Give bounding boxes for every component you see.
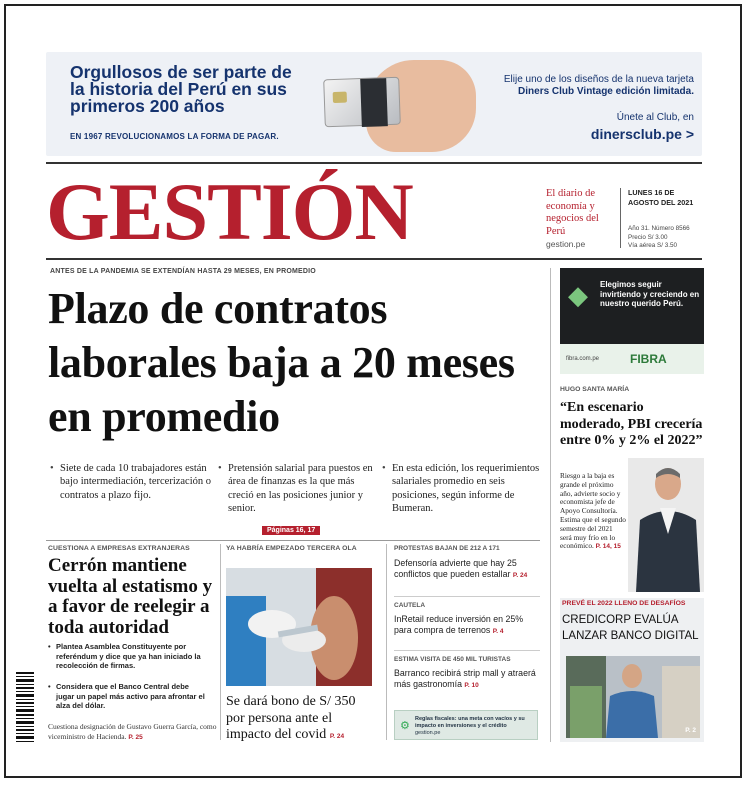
brief-kicker: PROTESTAS BAJAN DE 212 A 171 bbox=[394, 545, 500, 552]
col2-kicker: YA HABRÍA EMPEZADO TERCERA OLA bbox=[226, 545, 357, 552]
divider bbox=[550, 268, 551, 742]
main-bullet: • Pretensión salarial para puestos en área de finanzas es la que más creció en las posiciones junior y senior. bbox=[218, 462, 378, 515]
interview-quote[interactable]: “En escenario moderado, PBI crecería entre 0% y 2% el 2022” bbox=[560, 400, 703, 448]
credit-card-image bbox=[323, 77, 401, 128]
divider bbox=[46, 162, 702, 164]
divider bbox=[394, 596, 540, 597]
fibra-ad[interactable] bbox=[560, 268, 704, 374]
gestion-logo: GESTIÓN bbox=[46, 166, 413, 257]
credicorp-photo bbox=[566, 656, 700, 738]
brief-kicker: ESTIMA VISITA DE 450 MIL TURISTAS bbox=[394, 656, 511, 663]
fibra-url: fibra.com.pe bbox=[566, 356, 600, 362]
credicorp-page: P. 2 bbox=[685, 727, 696, 734]
tagline: El diario de economía y negocios del Perú gestion.pe bbox=[546, 188, 599, 249]
issue-date: LUNES 16 DE AGOSTO DEL 2021 bbox=[628, 188, 694, 207]
divider bbox=[386, 544, 387, 740]
divider bbox=[46, 258, 702, 260]
divider bbox=[620, 188, 621, 248]
ad-link[interactable]: dinersclub.pe > bbox=[590, 126, 694, 142]
main-bullet: • En esta edición, los requerimientos salariales promedio en seis posiciones, según informe de Bumeran. bbox=[382, 462, 542, 515]
site-url: gestion.pe bbox=[546, 239, 586, 249]
ad-headline: Orgullosos de ser parte de la historia del Perú en sus primeros 200 años bbox=[70, 62, 292, 116]
vaccine-photo bbox=[226, 568, 372, 686]
fibra-brand: FIBRA bbox=[630, 352, 667, 366]
ad-subline: EN 1967 REVOLUCIONAMOS LA FORMA DE PAGAR. bbox=[70, 132, 279, 141]
credicorp-box[interactable] bbox=[560, 598, 704, 742]
divider bbox=[394, 650, 540, 651]
interview-body: Riesgo a la baja es grande el próximo año, advierte socio y economista jefe de Apoyo Consultoría. Estima que el segundo semestre del 2021 será muy frío en lo económico. P. 14, 15 bbox=[560, 471, 626, 551]
issue-meta: Año 31. Número 8566 Precio S/ 3.00 Vía aérea S/ 3.50 bbox=[628, 225, 690, 250]
main-bullet: • Siete de cada 10 trabajadores están bajo intermediación, tercerización o contratos a plazo fijo. bbox=[50, 462, 214, 502]
col1-caption: Cuestiona designación de Gustavo Guerra García, como viceministro de Hacienda. P. 25 bbox=[48, 722, 217, 741]
ad-join-text: Únete al Club, en bbox=[616, 112, 694, 123]
diners-club-ad[interactable] bbox=[46, 52, 702, 156]
fiscal-rules-promo[interactable]: ⚙ Reglas fiscales: una meta con vacíos y su impacto en inversiones y el crédito gestion.pe bbox=[394, 710, 538, 740]
economist-photo bbox=[628, 458, 704, 592]
barcode bbox=[14, 670, 40, 744]
brief-item[interactable]: Barranco recibirá strip mall y atraerá más gastronomía P. 10 bbox=[394, 668, 536, 689]
peru-map-icon: ◆ bbox=[568, 280, 588, 310]
newspaper-front-page bbox=[4, 4, 742, 778]
credicorp-headline: CREDICORP EVALÚA LANZAR BANCO DIGITAL bbox=[562, 614, 699, 642]
col1-bullet: • Plantea Asamblea Constituyente por referéndum y dice que ya han iniciado la recolección de firmas. bbox=[48, 642, 208, 671]
col1-bullet: • Considera que el Banco Central debe jugar un papel más activo para afrontar el alza del dólar. bbox=[48, 682, 208, 711]
main-headline[interactable]: Plazo de contratos laborales baja a 20 meses en promedio bbox=[48, 284, 515, 441]
interview-kicker: HUGO SANTA MARÍA bbox=[560, 386, 630, 393]
col2-headline[interactable]: Se dará bono de S/ 350 por persona ante el impacto del covid P. 24 bbox=[226, 694, 356, 742]
brief-kicker: CAUTELA bbox=[394, 602, 426, 609]
brief-item[interactable]: InRetail reduce inversión en 25% para compra de terrenos P. 4 bbox=[394, 614, 524, 635]
pages-badge: Páginas 16, 17 bbox=[262, 526, 320, 535]
credicorp-kicker: PREVÉ EL 2022 LLENO DE DESAFÍOS bbox=[562, 600, 686, 607]
divider bbox=[46, 540, 540, 541]
gear-icon: ⚙ bbox=[400, 720, 410, 732]
divider bbox=[220, 544, 221, 740]
col1-kicker: CUESTIONA A EMPRESAS EXTRANJERAS bbox=[48, 545, 190, 552]
main-kicker: ANTES DE LA PANDEMIA SE EXTENDÍAN HASTA 29 MESES, EN PROMEDIO bbox=[50, 268, 316, 275]
fibra-ad-text: Elegimos seguir invirtiendo y creciendo en nuestro querido Perú. bbox=[600, 280, 700, 309]
col1-headline[interactable]: Cerrón mantiene vuelta al estatismo y a favor de reelegir a toda autoridad bbox=[48, 555, 213, 638]
brief-item[interactable]: Defensoría advierte que hay 25 conflictos que pueden estallar P. 24 bbox=[394, 558, 528, 579]
ad-right-text: Elije uno de los diseños de la nueva tarjeta Diners Club Vintage edición limitada. bbox=[503, 74, 694, 97]
